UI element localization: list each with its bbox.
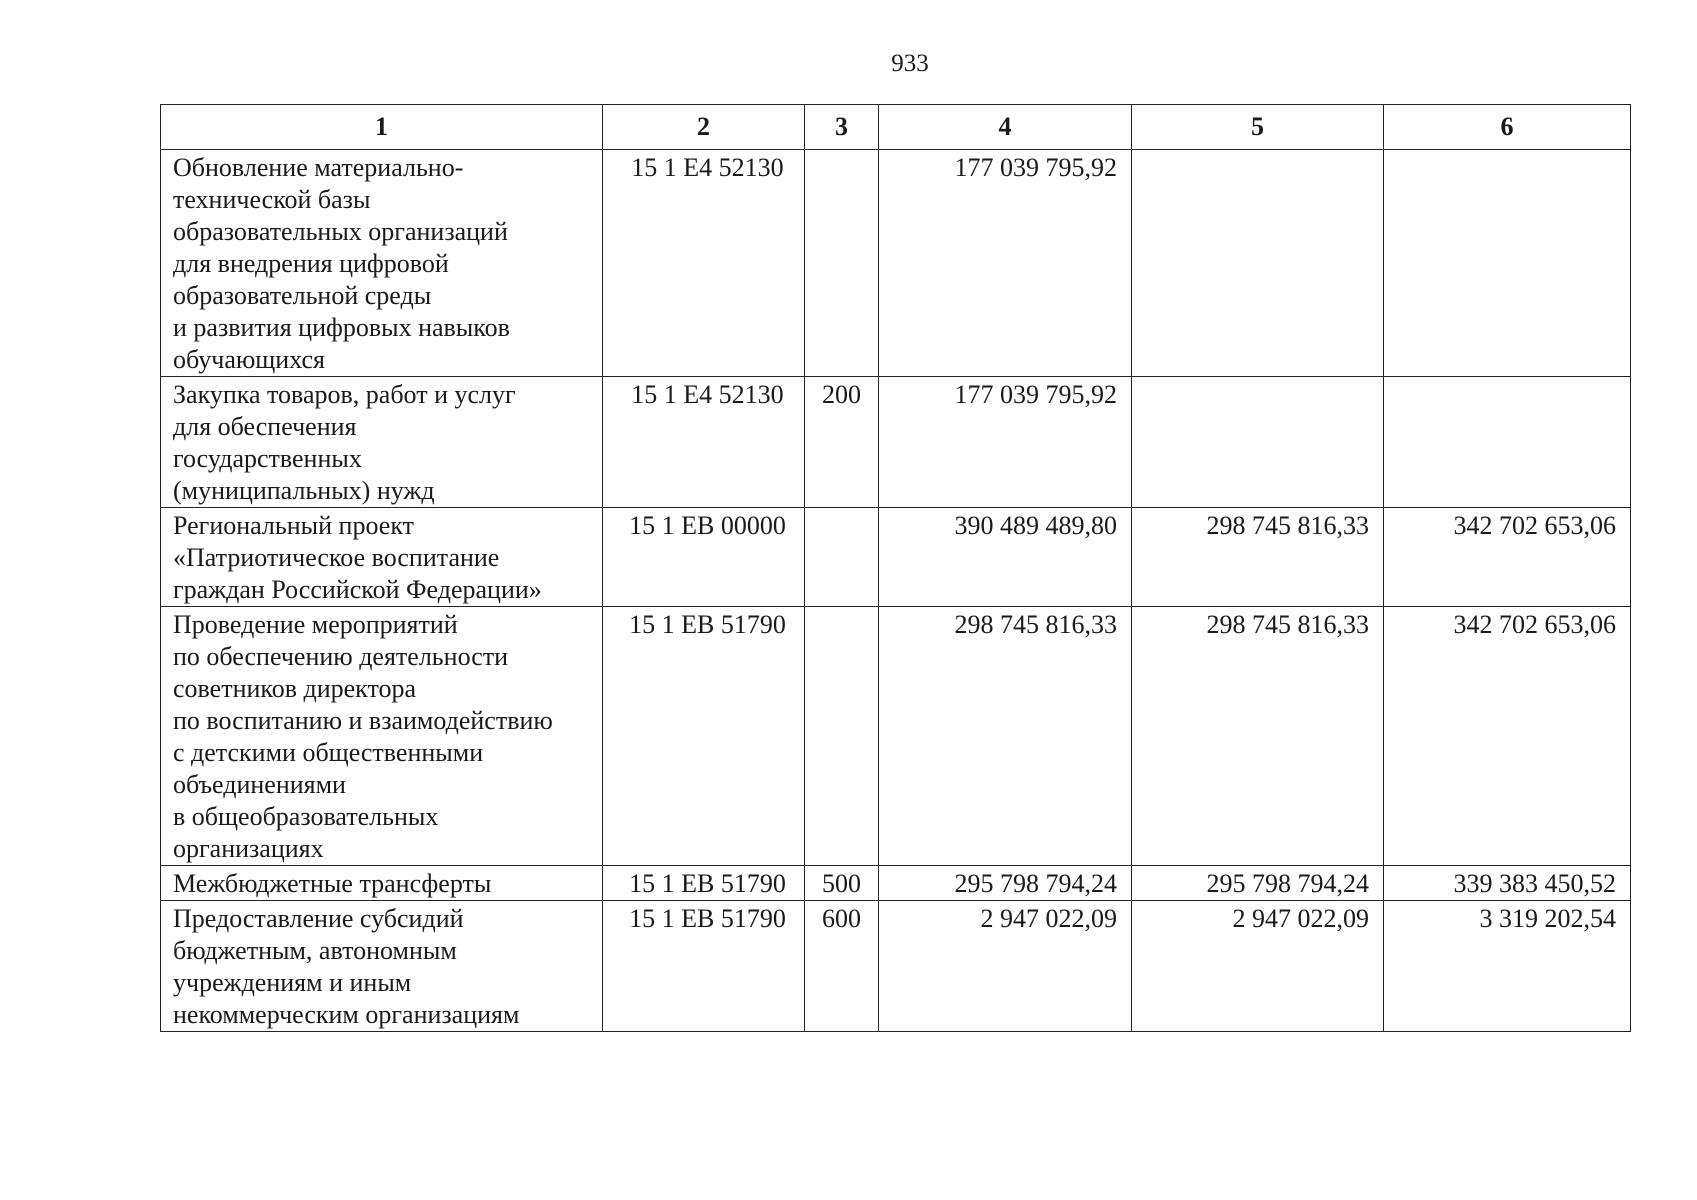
row-name-cell bbox=[161, 150, 603, 377]
table-row bbox=[161, 150, 1631, 377]
row-name-cell bbox=[161, 607, 603, 866]
row-value-col4: 177 039 795,92 bbox=[879, 377, 1132, 508]
column-header-3: 3 bbox=[805, 105, 879, 150]
row-name: Обновление материально- технической базы образовательных организаций для внедрения цифровой образовательной среды и развития цифровых навыков обучающихся bbox=[173, 153, 510, 374]
column-header-5: 5 bbox=[1132, 105, 1384, 150]
row-value-col4: 177 039 795,92 bbox=[879, 150, 1132, 377]
row-code: 15 1 ЕВ 00000 bbox=[603, 508, 805, 607]
column-header-1: 1 bbox=[161, 105, 603, 150]
row-name-cell bbox=[161, 508, 603, 607]
row-value-col5: 2 947 022,09 bbox=[1132, 901, 1384, 1032]
table-row bbox=[161, 377, 1631, 508]
row-code: 15 1 ЕВ 51790 bbox=[603, 866, 805, 901]
row-code: 15 1 Е4 52130 bbox=[603, 377, 805, 508]
row-value-col6 bbox=[1384, 377, 1631, 508]
row-expense-type: 500 bbox=[805, 866, 879, 901]
row-expense-type bbox=[805, 150, 879, 377]
row-expense-type: 200 bbox=[805, 377, 879, 508]
row-code: 15 1 Е4 52130 bbox=[603, 150, 805, 377]
row-name: Региональный проект «Патриотическое воспитание граждан Российской Федерации» bbox=[173, 511, 542, 604]
table-row bbox=[161, 607, 1631, 866]
row-expense-type bbox=[805, 508, 879, 607]
table-row bbox=[161, 866, 1631, 901]
table-row bbox=[161, 901, 1631, 1032]
row-value-col6: 342 702 653,06 bbox=[1384, 508, 1631, 607]
row-value-col4: 295 798 794,24 bbox=[879, 866, 1132, 901]
row-value-col4: 298 745 816,33 bbox=[879, 607, 1132, 866]
row-name: Закупка товаров, работ и услуг для обеспечения государственных (муниципальных) нужд bbox=[173, 380, 516, 505]
row-value-col6: 3 319 202,54 bbox=[1384, 901, 1631, 1032]
row-value-col5: 295 798 794,24 bbox=[1132, 866, 1384, 901]
row-code: 15 1 ЕВ 51790 bbox=[603, 607, 805, 866]
row-name-cell bbox=[161, 866, 603, 901]
row-code: 15 1 ЕВ 51790 bbox=[603, 901, 805, 1032]
row-value-col6 bbox=[1384, 150, 1631, 377]
row-value-col5 bbox=[1132, 377, 1384, 508]
row-name: Предоставление субсидий бюджетным, автономным учреждениям и иным некоммерческим организациям bbox=[173, 904, 520, 1029]
table-row bbox=[161, 508, 1631, 607]
header-row bbox=[161, 105, 1631, 150]
row-value-col5 bbox=[1132, 150, 1384, 377]
budget-table bbox=[160, 104, 1631, 1032]
row-expense-type: 600 bbox=[805, 901, 879, 1032]
row-name: Межбюджетные трансферты bbox=[173, 869, 492, 898]
row-value-col6: 342 702 653,06 bbox=[1384, 607, 1631, 866]
column-header-2: 2 bbox=[603, 105, 805, 150]
row-value-col4: 390 489 489,80 bbox=[879, 508, 1132, 607]
column-header-4: 4 bbox=[879, 105, 1132, 150]
column-header-6: 6 bbox=[1384, 105, 1631, 150]
row-name-cell bbox=[161, 901, 603, 1032]
row-value-col6: 339 383 450,52 bbox=[1384, 866, 1631, 901]
row-value-col5: 298 745 816,33 bbox=[1132, 607, 1384, 866]
row-name: Проведение мероприятий по обеспечению деятельности советников директора по воспитанию и взаимодействию с детскими общественными объединениями в общеобразовательных организациях bbox=[173, 610, 553, 863]
row-name-cell bbox=[161, 377, 603, 508]
row-value-col4: 2 947 022,09 bbox=[879, 901, 1132, 1032]
row-value-col5: 298 745 816,33 bbox=[1132, 508, 1384, 607]
page-number: 933 bbox=[891, 50, 929, 77]
row-expense-type bbox=[805, 607, 879, 866]
